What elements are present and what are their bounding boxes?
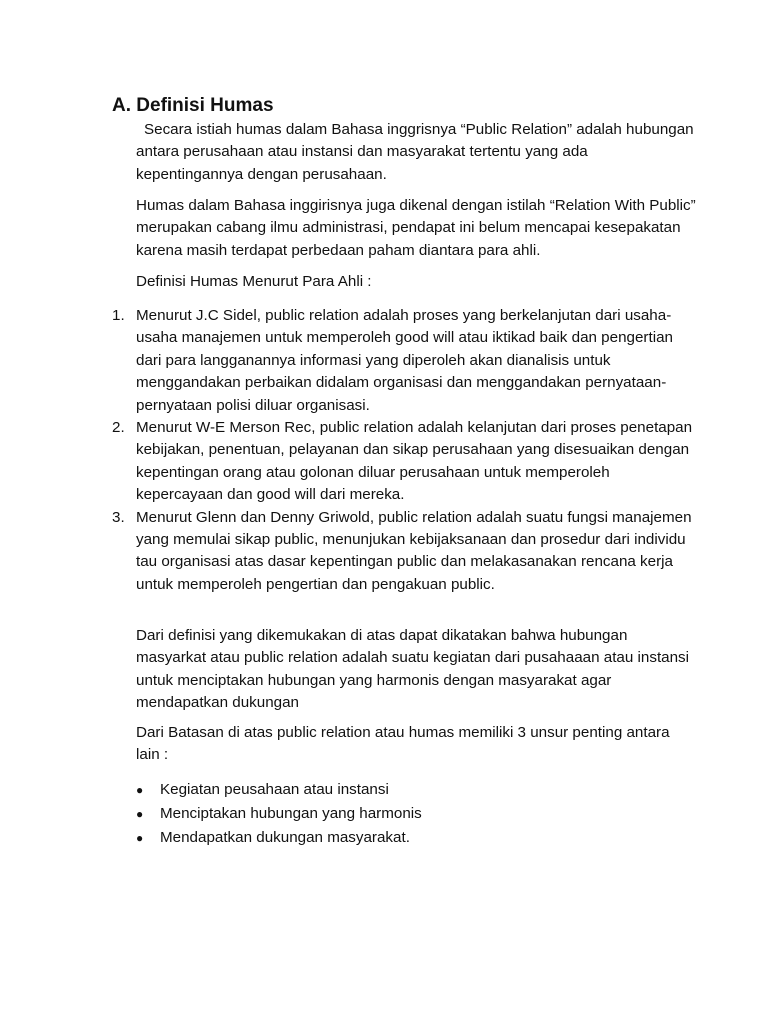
intro-paragraph: Secara istiah humas dalam Bahasa inggrisnya “Public Relation” adalah hubungan antara perusahaan atau instansi dan masyarakat tertentu yang ada kepentingannya dengan perusahaan.: [136, 121, 694, 183]
list-number: 3.: [112, 508, 125, 526]
definitions-title: Definisi Humas Menurut Para Ahli :: [136, 273, 372, 290]
conclusion-paragraph: Dari definisi yang dikemukakan di atas dapat dikatakan bahwa hubungan masyarkat atau public relation adalah suatu kegiatan dari pusahaaan atau instansi untuk menciptakan hubungan yang harmonis dengan masyarakat agar mendapatkan dukungan: [136, 627, 690, 712]
element-item-1: [136, 778, 696, 802]
definition-text: Menurut J.C Sidel, public relation adalah proses yang berkelanjutan dari usaha-usaha manajemen untuk memperoleh good will atau iktikad baik dan pengertian dari para langganannya informasi yang diperoleh akan dianalisis untuk menggandakan perbaikan didalam organisasi dan menggandakan pernyataan-pernyataan polisi diluar organisasi.: [136, 307, 673, 414]
definition-text: Menurut W-E Merson Rec, public relation adalah kelanjutan dari proses penetapan kebijakan, penentuan, pelayanan dan sikap perusahaan yang disesuaikan dengan kepentingan orang atau golonan diluar perusahaan untuk memperoleh kepercayaan dan good will dari mereka.: [136, 419, 693, 504]
definition-item-1: [112, 305, 696, 417]
elements-list: [136, 778, 696, 850]
section-heading: A. Definisi Humas: [112, 95, 274, 116]
humas-english-paragraph: Humas dalam Bahasa inggirisnya juga dikenal dengan istilah “Relation With Public” merupakan cabang ilmu administrasi, pendapat ini belum mencapai kesepakatan karena masih terdapat perbedaan paham diantara para ahli.: [136, 197, 696, 259]
element-text: Kegiatan peusahaan atau instansi: [160, 781, 389, 798]
elements-intro-paragraph: Dari Batasan di atas public relation atau humas memiliki 3 unsur penting antara lain :: [136, 724, 670, 764]
element-item-3: [136, 826, 696, 850]
list-number: 1.: [112, 307, 125, 324]
element-text: Menciptakan hubungan yang harmonis: [160, 805, 422, 822]
definitions-list: [112, 305, 696, 596]
definition-item-2: [112, 417, 696, 507]
definition-item-3: [112, 507, 696, 597]
bullet-icon: ●: [136, 783, 144, 797]
definition-text: Menurut Glenn dan Denny Griwold, public relation adalah suatu fungsi manajemen yang memulai sikap public, menunjukan kebijaksanaan dan prosedur dari individu tau organisasi atas dasar kepentingan public dan melakasanakan rencana kerja untuk memperoleh pengertian dan pengakuan public.: [136, 508, 692, 593]
element-text: Mendapatkan dukungan masyarakat.: [160, 829, 410, 846]
list-number: 2.: [112, 419, 125, 437]
element-item-2: [136, 802, 696, 826]
bullet-icon: ●: [136, 831, 144, 845]
bullet-icon: ●: [136, 807, 144, 821]
